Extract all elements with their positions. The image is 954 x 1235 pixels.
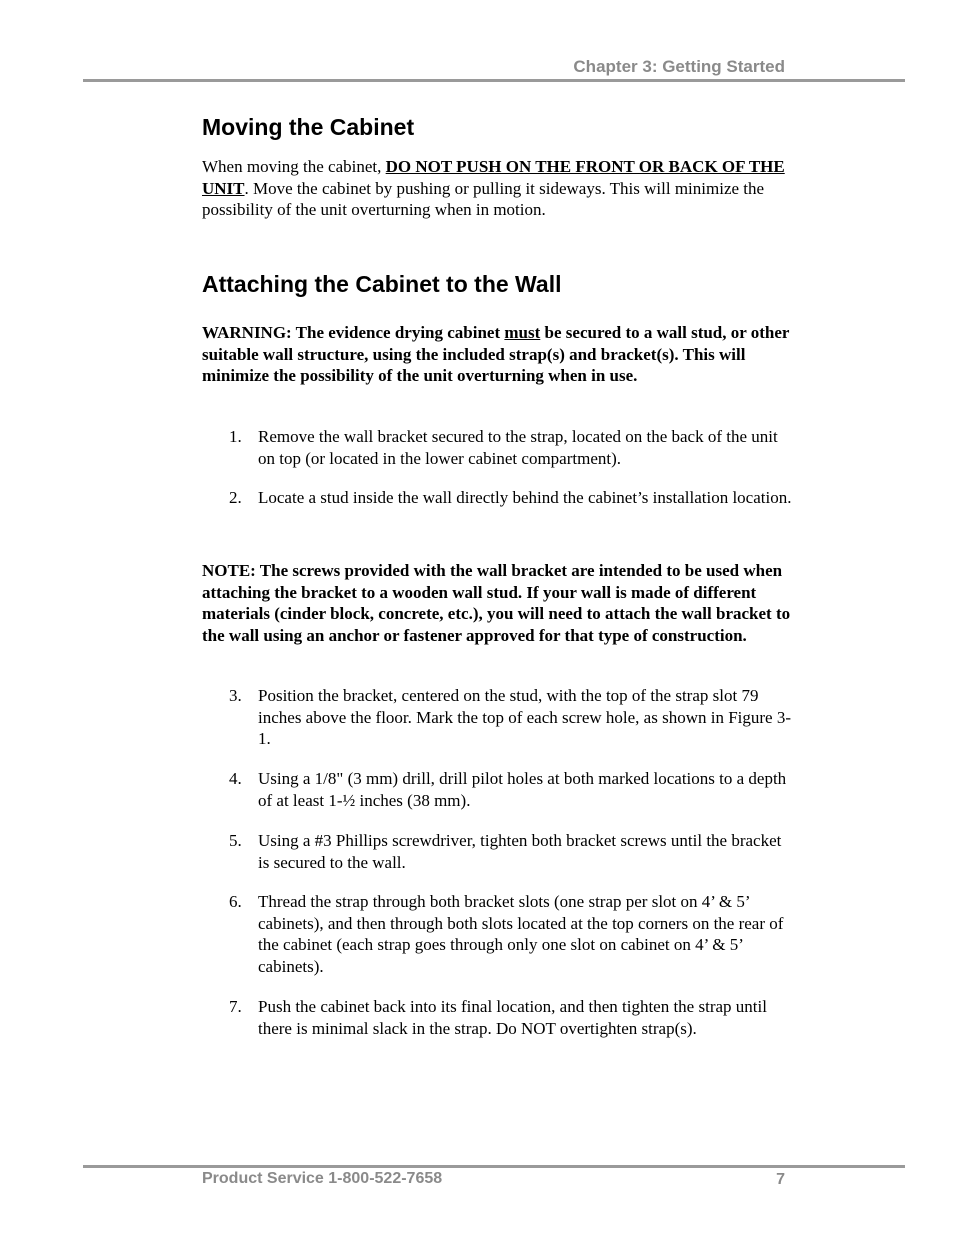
step-number: 4. xyxy=(229,769,242,788)
product-service-phone: Product Service 1-800-522-7658 xyxy=(202,1170,443,1187)
moving-paragraph xyxy=(202,156,792,221)
moving-text-prefix: When moving the cabinet, xyxy=(202,157,386,176)
warning-suffix: be secured to a wall stud, or other suitable wall structure, using the included strap(s) and bracket(s). This will minimize the possibility of the unit overturning when in use. xyxy=(202,323,790,385)
warning-prefix: WARNING: The evidence drying cabinet xyxy=(202,323,505,342)
note-paragraph: NOTE: The screws provided with the wall bracket are intended to be used when attaching the bracket to a wooden wall stud. If your wall is made of different materials (cinder block, concrete, etc.), you will need to attach the wall bracket to the wall using an anchor or fastener approved for that type of construction. xyxy=(202,561,791,645)
step-text: Position the bracket, centered on the stud, with the top of the strap slot 79 inches above the floor. Mark the top of each screw hole, as shown in Figure 3-1. xyxy=(258,686,791,748)
step-text: Remove the wall bracket secured to the strap, located on the back of the unit on top (or located in the lower cabinet compartment). xyxy=(258,427,778,468)
step-number: 5. xyxy=(229,831,242,850)
step-item xyxy=(229,996,792,1039)
moving-warning-emphasis: DO NOT PUSH ON THE FRONT OR BACK OF THE UNIT xyxy=(202,157,785,198)
step-item xyxy=(229,685,792,750)
moving-text-suffix: . Move the cabinet by pushing or pulling it sideways. This will minimize the possibility of the unit overturning when in motion. xyxy=(202,178,765,219)
step-text: Using a #3 Phillips screwdriver, tighten both bracket screws until the bracket is secured to the wall. xyxy=(258,831,782,872)
footer-rule xyxy=(83,1165,905,1168)
page-number: 7 xyxy=(776,1171,785,1188)
step-item xyxy=(229,426,792,469)
step-text: Locate a stud inside the wall directly behind the cabinet’s installation location. xyxy=(258,488,792,507)
warning-underlined: must xyxy=(504,323,541,342)
step-item xyxy=(229,487,792,509)
step-number: 2. xyxy=(229,488,242,507)
step-text: Push the cabinet back into its final location, and then tighten the strap until there is minimal slack in the strap. Do NOT overtighten strap(s). xyxy=(258,997,767,1038)
step-number: 1. xyxy=(229,427,242,446)
step-item xyxy=(229,768,792,811)
warning-paragraph xyxy=(202,322,792,387)
step-text: Thread the strap through both bracket slots (one strap per slot on 4’ & 5’ cabinets), and then through both slots located at the top corners on the rear of the cabinet (each strap goes through only one slot on cabinet on 4’ & 5’ cabinets). xyxy=(258,892,784,976)
step-number: 7. xyxy=(229,997,242,1016)
step-number: 6. xyxy=(229,892,242,911)
step-text: Using a 1/8" (3 mm) drill, drill pilot holes at both marked locations to a depth of at least 1-½ inches (38 mm). xyxy=(258,769,787,810)
chapter-header: Chapter 3: Getting Started xyxy=(573,57,785,76)
step-item xyxy=(229,891,792,977)
step-number: 3. xyxy=(229,686,242,705)
step-item xyxy=(229,830,792,873)
section-title-moving: Moving the Cabinet xyxy=(202,114,415,140)
section-title-attaching: Attaching the Cabinet to the Wall xyxy=(202,271,562,297)
header-rule xyxy=(83,79,905,82)
